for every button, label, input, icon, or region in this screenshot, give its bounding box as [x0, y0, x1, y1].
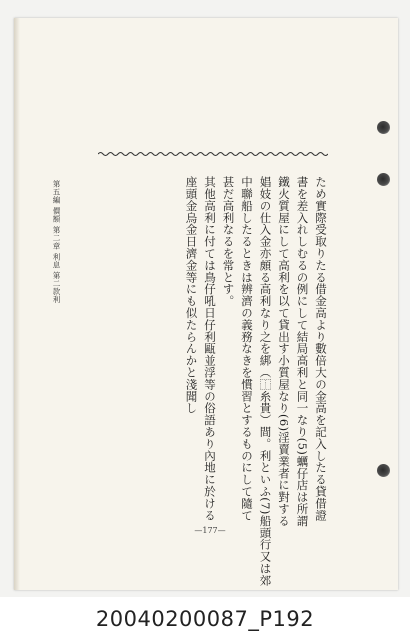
body-line: 鐵火質屋にして高利を以て貸出す小質屋なり(6)淫賣業者に對する — [277, 176, 291, 527]
punch-hole-top — [377, 121, 390, 134]
body-line: 座頭金烏金日濟金等にも似たらんかと淺聞し — [184, 176, 199, 414]
body-line: 書を差入れしむるの例にして結局高利と同一なり(5)蠣仔店は所謂 — [295, 176, 310, 527]
body-line: 中聯船したるときは辨濟の義務なきを慣習とするものにして隨て — [240, 176, 254, 522]
punch-hole-bottom — [377, 464, 390, 477]
body-line: 其他高利に付ては鳥仔吼日仔利甌並浮等の俗語あり內地に於ける — [203, 176, 217, 522]
image-caption: 20040200087_P192 — [0, 598, 410, 640]
page-number: —177— — [194, 526, 226, 535]
running-header: 第五編 價額 第二章 利息 第二款利 — [52, 180, 61, 304]
punch-hole-middle — [377, 173, 390, 186]
body-line: ため實際受取りたる借金高より數倍大の金高を記入したる貸借證 — [314, 176, 328, 522]
page-spine-shadow — [14, 18, 20, 590]
body-line: 甚だ高利なるを常とす。 — [221, 176, 236, 307]
body-line: 娼妓の仕入金亦頗る高利なり之を綁（⿰糸貴）間。利といふ(7)船頭行又は郊 — [258, 176, 273, 587]
wavy-divider — [98, 150, 328, 158]
